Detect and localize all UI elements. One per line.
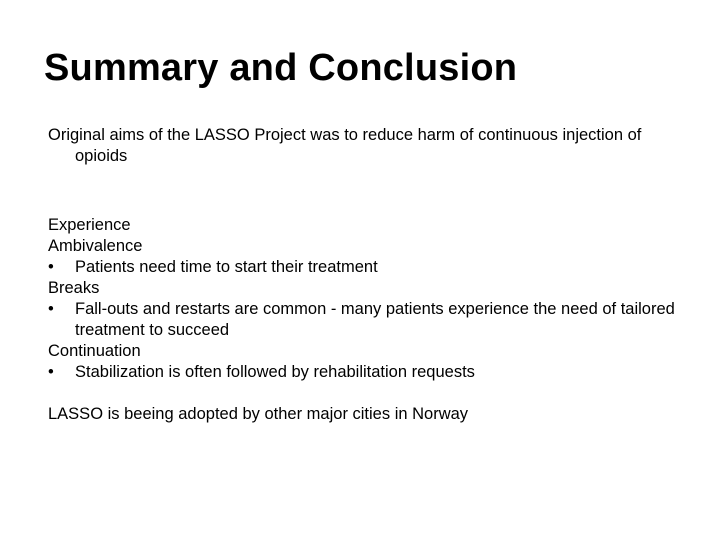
intro-paragraph: Original aims of the LASSO Project was to reduce harm of continuous injection of opioids xyxy=(48,126,642,165)
bullet-text: Patients need time to start their treatment xyxy=(75,258,378,276)
section-heading-continuation: Continuation xyxy=(48,342,141,360)
bullet-dot-icon: • xyxy=(48,258,54,276)
bullet-text: Fall-outs and restarts are common - many patients experience the need of tailored treatment to succeed xyxy=(75,300,675,339)
bullet-dot-icon: • xyxy=(48,300,54,318)
slide-title: Summary and Conclusion xyxy=(44,47,518,89)
closing-statement: LASSO is beeing adopted by other major cities in Norway xyxy=(48,405,469,423)
bullet-item-ambivalence xyxy=(48,257,688,278)
bullet-dot-icon: • xyxy=(48,363,54,381)
section-heading-experience: Experience xyxy=(48,216,131,234)
slide-body xyxy=(48,125,688,425)
section-heading-breaks: Breaks xyxy=(48,279,100,297)
bullet-item-breaks xyxy=(48,299,688,341)
section-heading-ambivalence: Ambivalence xyxy=(48,237,143,255)
bullet-text: Stabilization is often followed by rehabilitation requests xyxy=(75,363,475,381)
bullet-item-continuation xyxy=(48,362,688,383)
